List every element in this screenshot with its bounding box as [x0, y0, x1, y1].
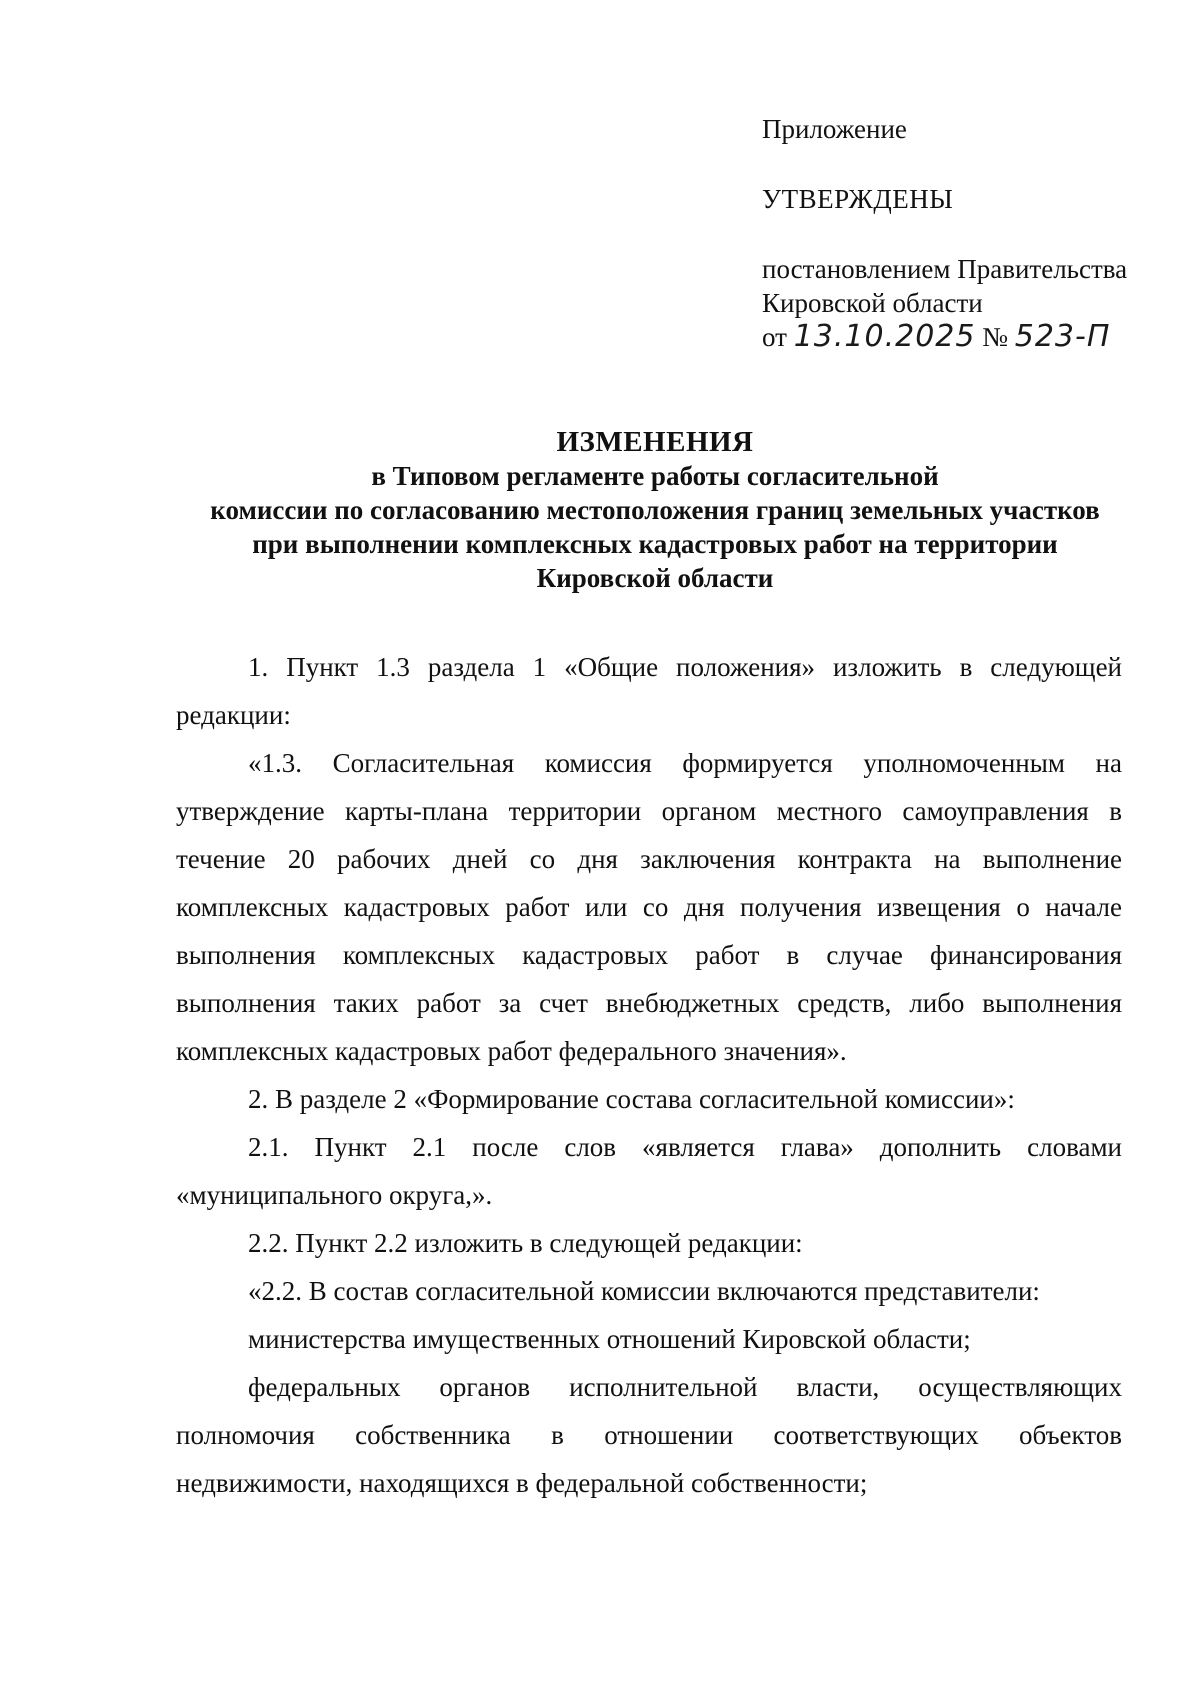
appendix-label: Приложение [762, 114, 907, 144]
document-body [176, 643, 1122, 1507]
approval-date-number [762, 320, 1127, 354]
from-label: от [762, 322, 787, 352]
paragraph-1: 1. Пункт 1.3 раздела 1 «Общие положения» изложить в следующей редакции: [176, 652, 1122, 730]
approval-source [762, 252, 1127, 354]
title-main: ИЗМЕНЕНИЯ [556, 426, 754, 458]
number-label: № [982, 322, 1008, 352]
title-line-2: комиссии по согласованию местоположения границ земельных участков [210, 495, 1100, 525]
paragraph-3: 2. В разделе 2 «Формирование состава согласительной комиссии»: [248, 1084, 1015, 1114]
paragraph-5: 2.2. Пункт 2.2 изложить в следующей редакции: [248, 1228, 803, 1258]
title-line-4: Кировской области [536, 563, 774, 593]
paragraph-4: 2.1. Пункт 2.1 после слов «является глава» дополнить словами «муниципального округа,». [176, 1132, 1122, 1210]
handwritten-number: 523-П [1014, 319, 1111, 354]
handwritten-date: 13.10.2025 [793, 319, 976, 354]
title-line-1: в Типовом регламенте работы согласительной [371, 461, 939, 491]
paragraph-8: федеральных органов исполнительной власти, осуществляющих полномочия собственника в отношении соответствующих объектов недвижимости, находящихся в федеральной собственности; [176, 1372, 1122, 1498]
paragraph-6: «2.2. В состав согласительной комиссии включаются представители: [248, 1276, 1040, 1306]
approved-label: УТВЕРЖДЕНЫ [762, 184, 954, 214]
title-line-3: при выполнении комплексных кадастровых работ на территории [252, 529, 1058, 559]
paragraph-7: министерства имущественных отношений Кировской области; [248, 1324, 971, 1354]
approval-source-line-2: Кировской области [762, 288, 983, 318]
paragraph-2: «1.3. Согласительная комиссия формируется уполномоченным на утверждение карты-плана территории органом местного самоуправления в течение 20 рабочих дней со дня заключения контракта на выполнение комплексных кадастровых работ или со дня получения извещения о начале выполнения комплексных кадастровых работ в случае финансирования выполнения таких работ за счет внебюджетных средств, либо выполнения комплексных кадастровых работ федерального значения». [176, 748, 1122, 1066]
approval-source-line-1: постановлением Правительства [762, 254, 1128, 284]
document-title [120, 425, 1190, 595]
